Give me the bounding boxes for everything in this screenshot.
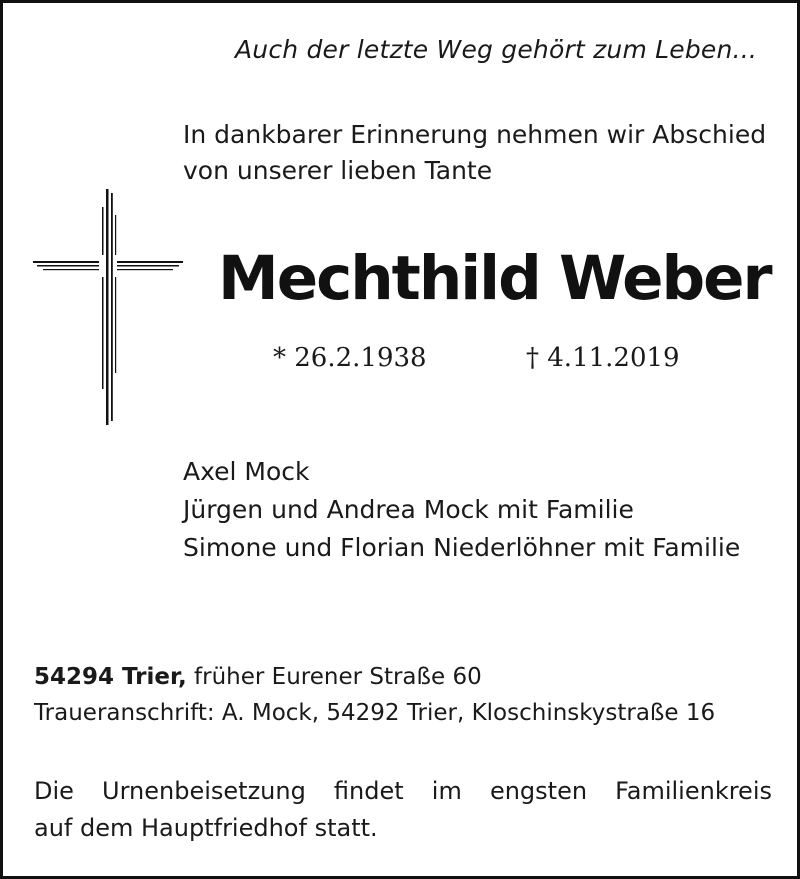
death-date: † 4.11.2019	[526, 343, 680, 373]
birth-date: * 26.2.1938	[273, 343, 427, 373]
former-street: früher Eurener Straße 60	[194, 664, 482, 690]
residence-line	[34, 659, 715, 695]
city: 54294 Trier,	[34, 664, 187, 690]
intro-line-2: von unserer lieben Tante	[183, 156, 493, 185]
mourners-list	[183, 453, 740, 567]
notice-line-1: Die Urnenbeisetzung findet im engsten Familienkreis	[34, 777, 772, 805]
mourner-3: Simone und Florian Niederlöhner mit Familie	[183, 533, 741, 562]
deceased-name: Mechthild Weber	[218, 243, 771, 314]
notice-line-2: auf dem Hauptfriedhof statt.	[34, 814, 378, 842]
mourning-address: Traueranschrift: A. Mock, 54292 Trier, Kloschinskystraße 16	[34, 700, 716, 726]
intro-line-1: In dankbarer Erinnerung nehmen wir Abschied	[183, 120, 767, 149]
cross-icon	[33, 189, 183, 425]
burial-notice	[34, 773, 772, 847]
mourner-2: Jürgen und Andrea Mock mit Familie	[183, 495, 634, 524]
address-block	[34, 659, 715, 731]
motto: Auch der letzte Weg gehört zum Leben...	[235, 35, 757, 64]
mourner-1: Axel Mock	[183, 457, 310, 486]
intro-text	[183, 117, 766, 189]
